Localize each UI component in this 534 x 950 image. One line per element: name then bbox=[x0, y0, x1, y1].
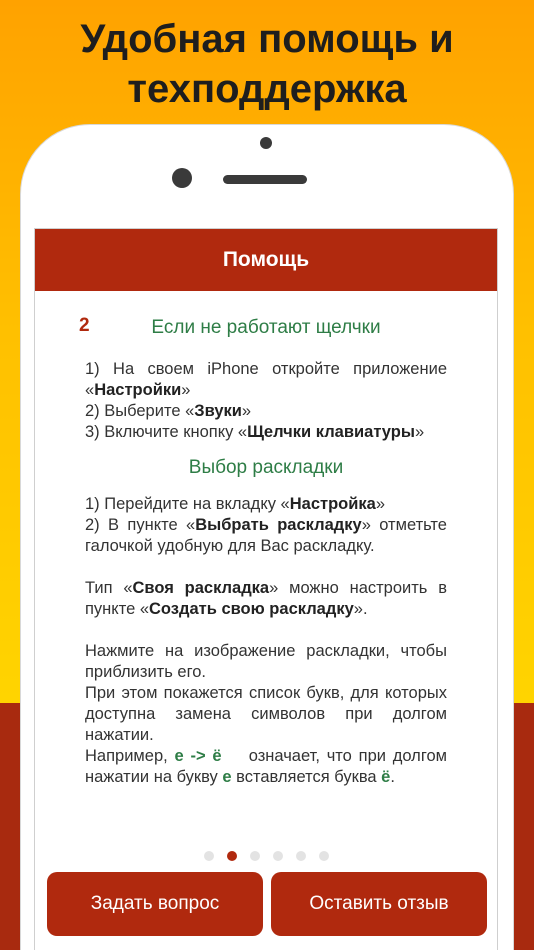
page-dot[interactable] bbox=[204, 851, 214, 861]
promo-headline-line2: техподдержка bbox=[127, 67, 407, 111]
leave-review-button[interactable]: Оставить отзыв bbox=[271, 872, 487, 936]
promo-headline bbox=[0, 14, 534, 114]
step-item: 1) На своем iPhone откройте приложение «Настройки» bbox=[85, 360, 447, 399]
section-number: 2 bbox=[79, 315, 90, 336]
page-dot[interactable] bbox=[250, 851, 260, 861]
section-header bbox=[35, 315, 497, 345]
section-title: Если не работают щелчки bbox=[151, 317, 381, 338]
nav-bar bbox=[35, 229, 497, 291]
layout-step-1: 1) Перейдите на вкладку «Настройка» bbox=[85, 495, 386, 513]
promo-headline-line1: Удобная помощь и bbox=[80, 17, 454, 61]
clicks-steps bbox=[35, 359, 497, 443]
page-indicator[interactable] bbox=[35, 851, 497, 861]
step-item: 2) Выберите «Звуки» bbox=[85, 402, 252, 420]
layout-steps bbox=[35, 494, 497, 788]
speaker-grille-icon bbox=[223, 175, 307, 184]
sensor-icon bbox=[172, 168, 192, 188]
app-screen bbox=[34, 228, 498, 950]
page-dot[interactable] bbox=[319, 851, 329, 861]
help-content[interactable] bbox=[35, 291, 497, 788]
layout-step-2: 2) В пункте «Выбрать раскладку» отметьте галочкой удобную для Вас раскладку. bbox=[85, 516, 447, 555]
page-dot[interactable] bbox=[296, 851, 306, 861]
page-title: Помощь bbox=[222, 248, 310, 271]
example-note: Например, е -> ё означает, что при долгом нажатии на букву е вставляется буква ё. bbox=[85, 747, 452, 786]
page-dot[interactable] bbox=[227, 851, 237, 861]
step-item: 3) Включите кнопку «Щелчки клавиатуры» bbox=[85, 423, 425, 441]
layout-section-title: Выбор раскладки bbox=[188, 457, 344, 478]
front-camera-icon bbox=[260, 137, 272, 149]
custom-layout-note: Тип «Своя раскладка» можно настроить в пункте «Создать свою раскладку». bbox=[85, 579, 447, 618]
ask-question-button[interactable]: Задать вопрос bbox=[47, 872, 263, 936]
zoom-note: Нажмите на изображение раскладки, чтобы приблизить его. bbox=[85, 642, 447, 681]
long-press-note: При этом покажется список букв, для которых доступна замена символов при долгом нажатии. bbox=[85, 684, 447, 744]
page-dot[interactable] bbox=[273, 851, 283, 861]
